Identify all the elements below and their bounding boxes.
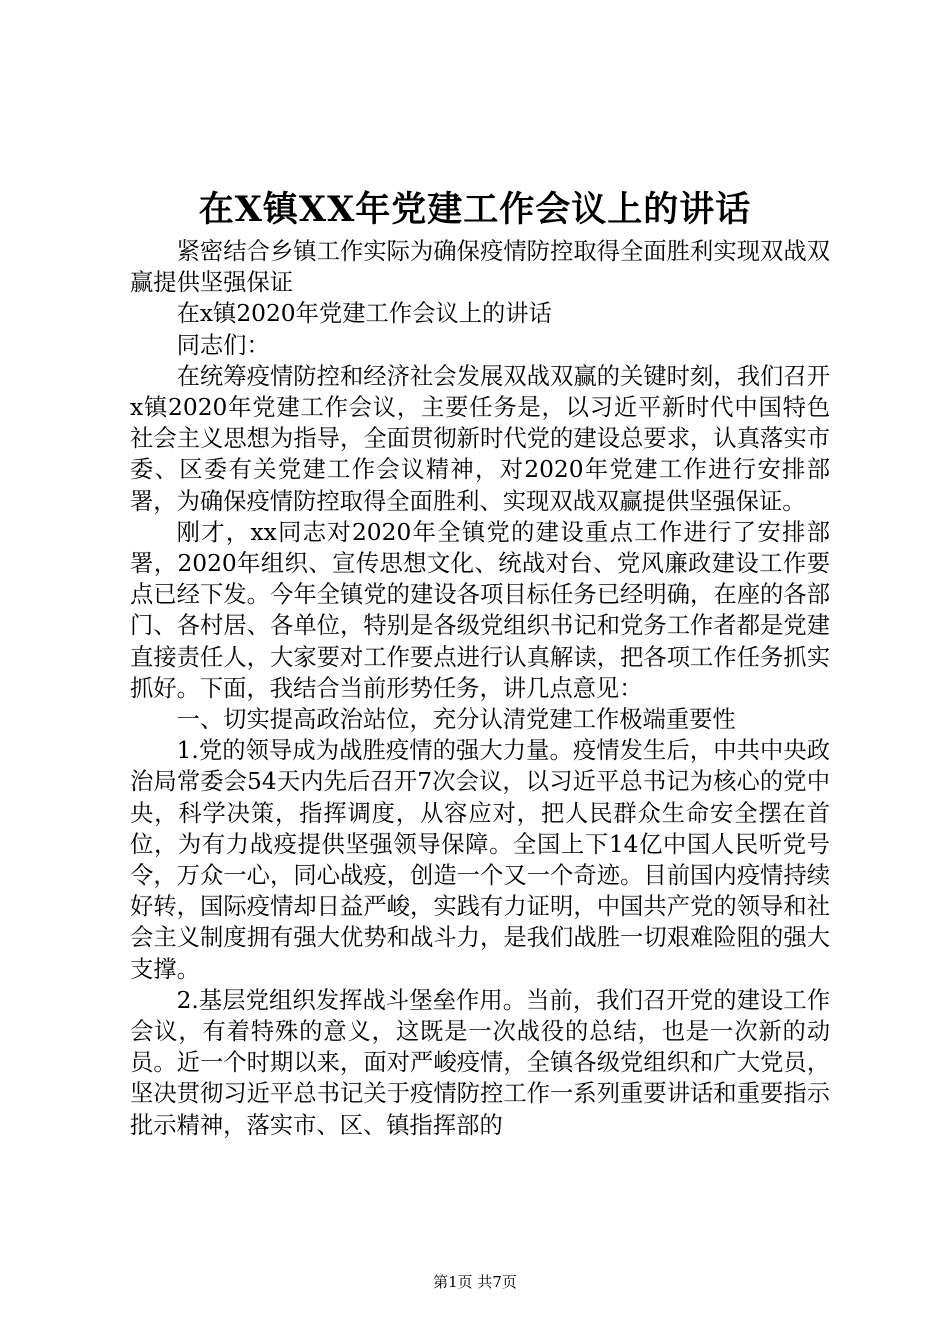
subtitle-paragraph: 紧密结合乡镇工作实际为确保疫情防控取得全面胜利实现双战双赢提供坚强保证	[130, 238, 830, 297]
speech-heading-paragraph: 在x镇2020年党建工作会议上的讲话	[176, 300, 552, 328]
section-heading: 一、切实提高政治站位，充分认清党建工作极端重要性	[176, 706, 736, 734]
page-footer: 第1页 共7页	[433, 1273, 517, 1291]
salutation-paragraph: 同志们：	[176, 331, 270, 359]
document-title: 在X镇XX年党建工作会议上的讲话	[198, 189, 752, 230]
body-paragraph: 2.基层党组织发挥战斗堡垒作用。当前，我们召开党的建设工作会议，有着特殊的意义，这既是一次战役的总结，也是一次新的动员。近一个时期以来，面对严峻疫情，全镇各级党组织和广大党员，坚决贯彻习近平总书记关于疫情防控工作一系列重要讲话和重要指示批示精神，落实市、区、镇指挥部的	[130, 986, 830, 1139]
body-paragraph: 在统筹疫情防控和经济社会发展双战双赢的关键时刻，我们召开x镇2020年党建工作会议，主要任务是，以习近平新时代中国特色社会主义思想为指导，全面贯彻新时代党的建设总要求，认真落实市委、区委有关党建工作会议精神，对2020年党建工作进行安排部署，为确保疫情防控取得全面胜利、实现双战双赢提供坚强保证。	[130, 362, 830, 515]
body-paragraph: 1.党的领导成为战胜疫情的强大力量。疫情发生后，中共中央政治局常委会54天内先后召开7次会议，以习近平总书记为核心的党中央，科学决策，指挥调度，从容应对，把人民群众生命安全摆在首位，为有力战疫提供坚强领导保障。全国上下14亿中国人民听党号令，万众一心，同心战疫，创造一个又一个奇迹。目前国内疫情持续好转，国际疫情却日益严峻，实践有力证明，中国共产党的领导和社会主义制度拥有强大优势和战斗力，是我们战胜一切艰难险阻的强大支撑。	[130, 737, 830, 983]
body-paragraph: 刚才，xx同志对2020年全镇党的建设重点工作进行了安排部署，2020年组织、宣传思想文化、统战对台、党风廉政建设工作要点已经下发。今年全镇党的建设各项目标任务已经明确，在座的各部门、各村居、各单位，特别是各级党组织书记和党务工作者都是党建直接责任人，大家要对工作要点进行认真解读，把各项工作任务抓实抓好。下面，我结合当前形势任务，讲几点意见：	[130, 518, 830, 702]
document-body	[130, 236, 830, 1141]
